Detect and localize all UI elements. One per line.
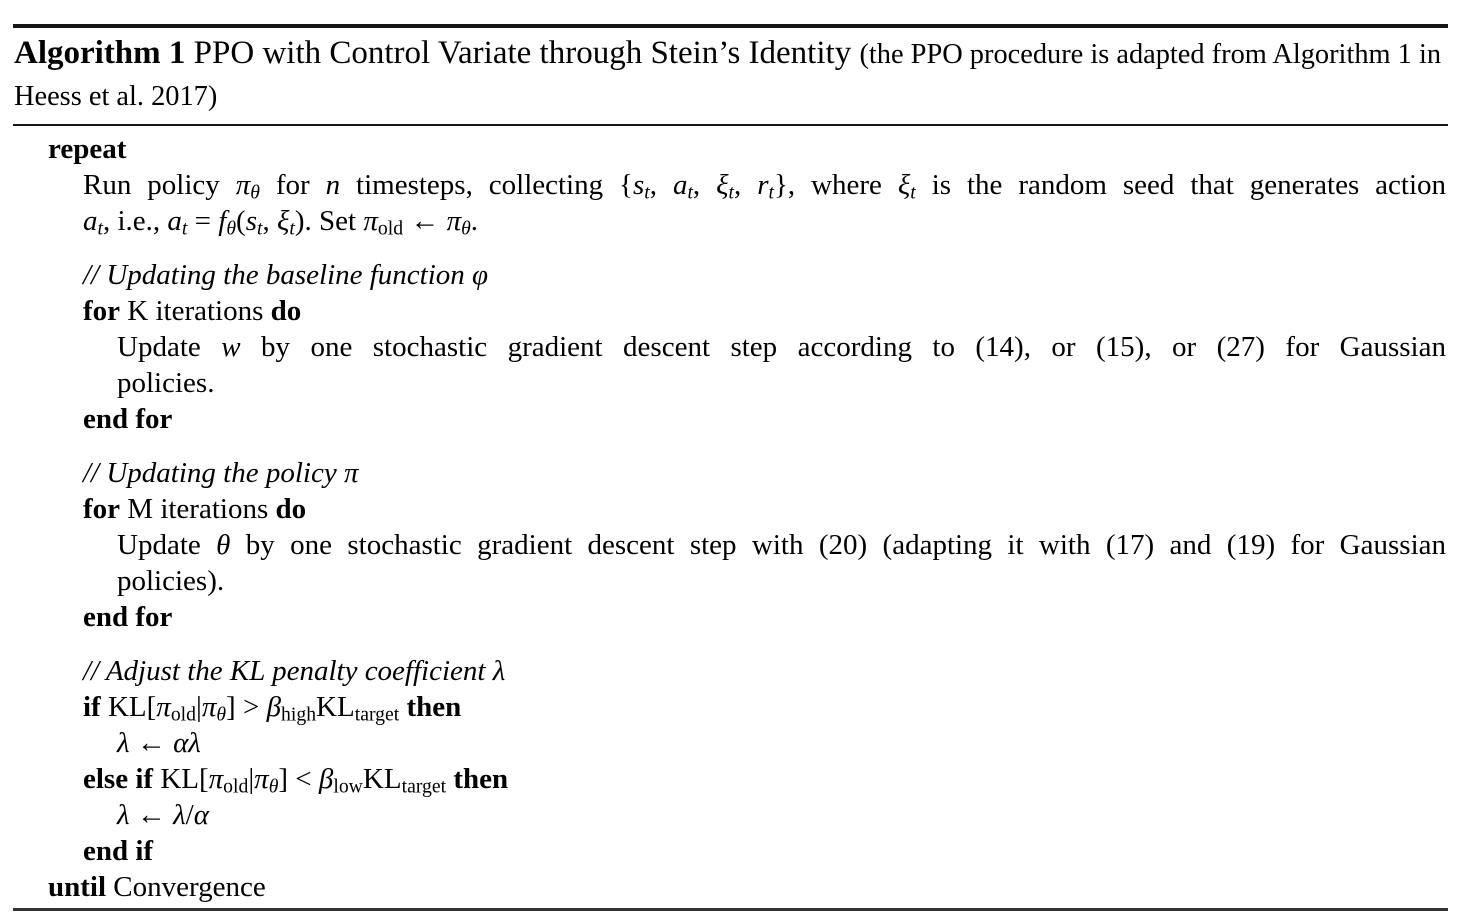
algorithm-body bbox=[13, 126, 1448, 905]
text-segment: , bbox=[734, 169, 758, 201]
text-segment: ). Set bbox=[294, 205, 364, 237]
text-segment: for bbox=[83, 295, 121, 327]
algorithm-line bbox=[13, 491, 1448, 527]
text-segment: r bbox=[757, 169, 769, 201]
text-segment: f bbox=[218, 205, 227, 237]
text-segment: β bbox=[266, 691, 282, 723]
text-segment: for bbox=[259, 169, 326, 201]
text-segment: policies. bbox=[117, 367, 215, 399]
text-segment: { bbox=[619, 169, 633, 201]
text-segment: ] > bbox=[226, 691, 267, 723]
algorithm-line bbox=[13, 329, 1448, 365]
text-segment: a bbox=[167, 205, 182, 237]
text-segment: t bbox=[728, 181, 735, 204]
text-segment: for bbox=[83, 493, 121, 525]
text-segment: π bbox=[201, 691, 217, 723]
text-segment: θ bbox=[268, 775, 279, 798]
text-segment: ← bbox=[403, 205, 447, 237]
text-segment: // Adjust the KL penalty coefficient bbox=[83, 655, 493, 687]
text-segment: θ bbox=[250, 181, 260, 204]
text-segment: high bbox=[281, 703, 317, 726]
text-segment: KL bbox=[362, 763, 402, 795]
text-segment: θ bbox=[216, 703, 227, 726]
text-segment: π bbox=[446, 205, 462, 237]
text-segment: . bbox=[470, 205, 479, 237]
algorithm-line bbox=[13, 563, 1448, 599]
algorithm-line bbox=[13, 797, 1448, 833]
text-segment: | bbox=[248, 763, 255, 795]
text-segment: λ bbox=[492, 655, 506, 687]
text-segment: t bbox=[97, 217, 103, 240]
text-segment: t bbox=[644, 181, 650, 204]
text-segment: π bbox=[254, 763, 269, 795]
algorithm-line bbox=[13, 455, 1448, 491]
text-segment: Algorithm 1 bbox=[14, 35, 186, 71]
algorithm-line bbox=[13, 599, 1448, 635]
text-segment: PPO with Control Variate through Stein’s Identity bbox=[185, 35, 860, 71]
text-segment: α bbox=[193, 799, 209, 831]
text-segment: is the random seed that generates action bbox=[915, 169, 1447, 201]
text-segment: t bbox=[289, 217, 295, 240]
text-segment: , bbox=[649, 169, 673, 201]
text-segment: ← bbox=[129, 799, 174, 831]
algorithm-line bbox=[13, 689, 1448, 725]
text-segment: π bbox=[343, 457, 359, 489]
algorithm-box bbox=[13, 24, 1448, 911]
text-segment: αλ bbox=[173, 727, 201, 759]
text-segment: , i.e., bbox=[102, 205, 168, 237]
text-segment: θ bbox=[461, 217, 471, 240]
algorithm-line bbox=[13, 167, 1448, 203]
text-segment: θ bbox=[226, 217, 237, 240]
text-segment: Convergence bbox=[106, 871, 266, 903]
text-segment: s bbox=[632, 169, 645, 201]
text-segment: old bbox=[170, 703, 197, 726]
text-segment: π bbox=[235, 169, 251, 201]
text-segment: s bbox=[245, 205, 257, 237]
text-segment: do bbox=[270, 295, 302, 327]
text-segment: π bbox=[208, 763, 224, 795]
text-segment: = bbox=[187, 205, 219, 237]
text-segment: // Updating the baseline function bbox=[83, 259, 473, 291]
text-segment: KL bbox=[316, 691, 355, 723]
text-segment: | bbox=[196, 691, 202, 723]
text-segment: target bbox=[401, 775, 447, 798]
text-segment: ξ bbox=[276, 205, 290, 237]
text-segment: , bbox=[262, 205, 277, 237]
text-segment: / bbox=[185, 799, 194, 831]
text-segment: a bbox=[672, 169, 688, 201]
text-segment: t bbox=[910, 181, 916, 204]
text-segment: π bbox=[363, 205, 378, 237]
text-segment: then bbox=[406, 691, 462, 723]
text-segment: Update bbox=[117, 331, 222, 363]
algorithm-line bbox=[13, 131, 1448, 167]
text-segment: w bbox=[221, 331, 241, 363]
text-segment: timesteps, collecting bbox=[340, 169, 620, 201]
text-segment: target bbox=[354, 703, 400, 726]
text-segment: KL[ bbox=[153, 763, 209, 795]
text-segment: (the PPO procedure is adapted from Algorithm 1 in Heess et al. 2017) bbox=[14, 39, 1442, 112]
algorithm-title bbox=[13, 28, 1448, 126]
algorithm-line bbox=[13, 257, 1448, 293]
text-segment: // Updating the policy bbox=[83, 457, 344, 489]
text-segment: t bbox=[181, 217, 188, 240]
text-segment: ] < bbox=[278, 763, 319, 795]
text-segment: policies). bbox=[117, 565, 225, 597]
text-segment: if bbox=[83, 691, 101, 723]
bottom-rule bbox=[13, 908, 1448, 911]
algorithm-line bbox=[13, 203, 1448, 239]
text-segment: KL[ bbox=[100, 691, 157, 723]
text-segment: low bbox=[333, 775, 363, 798]
text-segment: Run policy bbox=[83, 169, 236, 201]
text-segment: repeat bbox=[48, 133, 127, 165]
algorithm-line bbox=[13, 365, 1448, 401]
text-segment: t bbox=[768, 181, 774, 204]
text-segment: t bbox=[256, 217, 263, 240]
text-segment: until bbox=[48, 871, 107, 903]
text-segment: λ bbox=[117, 799, 130, 831]
algorithm-line bbox=[13, 761, 1448, 797]
text-segment: ← bbox=[129, 727, 174, 759]
text-segment: do bbox=[275, 493, 307, 525]
text-segment: else if bbox=[83, 763, 154, 795]
text-segment: end for bbox=[83, 601, 173, 633]
text-segment: Update bbox=[117, 529, 217, 561]
text-segment: end if bbox=[83, 835, 154, 867]
text-segment: π bbox=[156, 691, 171, 723]
text-segment: θ bbox=[216, 529, 231, 561]
algorithm-line bbox=[13, 293, 1448, 329]
text-segment: λ bbox=[117, 727, 130, 759]
text-segment: φ bbox=[472, 259, 489, 291]
text-segment: β bbox=[318, 763, 334, 795]
algorithm-line bbox=[13, 869, 1448, 905]
text-segment: ξ bbox=[897, 169, 911, 201]
algorithm-line bbox=[13, 401, 1448, 437]
text-segment: by one stochastic gradient descent step with (20) (adapting it with (17) and (19) for Gaussian bbox=[230, 529, 1446, 561]
text-segment: by one stochastic gradient descent step according to (14), or (15), or (27) for Gaussian bbox=[240, 331, 1446, 363]
text-segment: a bbox=[83, 205, 98, 237]
algorithm-line bbox=[13, 725, 1448, 761]
text-segment: K iterations bbox=[120, 295, 271, 327]
text-segment: ξ bbox=[716, 169, 729, 201]
text-segment: ( bbox=[236, 205, 246, 237]
text-segment: M iterations bbox=[120, 493, 276, 525]
text-segment: }, where bbox=[773, 169, 898, 201]
text-segment: , bbox=[692, 169, 717, 201]
text-segment: n bbox=[325, 169, 341, 201]
text-segment: end for bbox=[83, 403, 173, 435]
algorithm-line bbox=[13, 653, 1448, 689]
text-segment: old bbox=[377, 217, 404, 240]
text-segment: then bbox=[453, 763, 509, 795]
algorithm-line bbox=[13, 527, 1448, 563]
text-segment: λ bbox=[173, 799, 186, 831]
text-segment: t bbox=[687, 181, 693, 204]
text-segment: old bbox=[223, 775, 249, 798]
algorithm-line bbox=[13, 833, 1448, 869]
